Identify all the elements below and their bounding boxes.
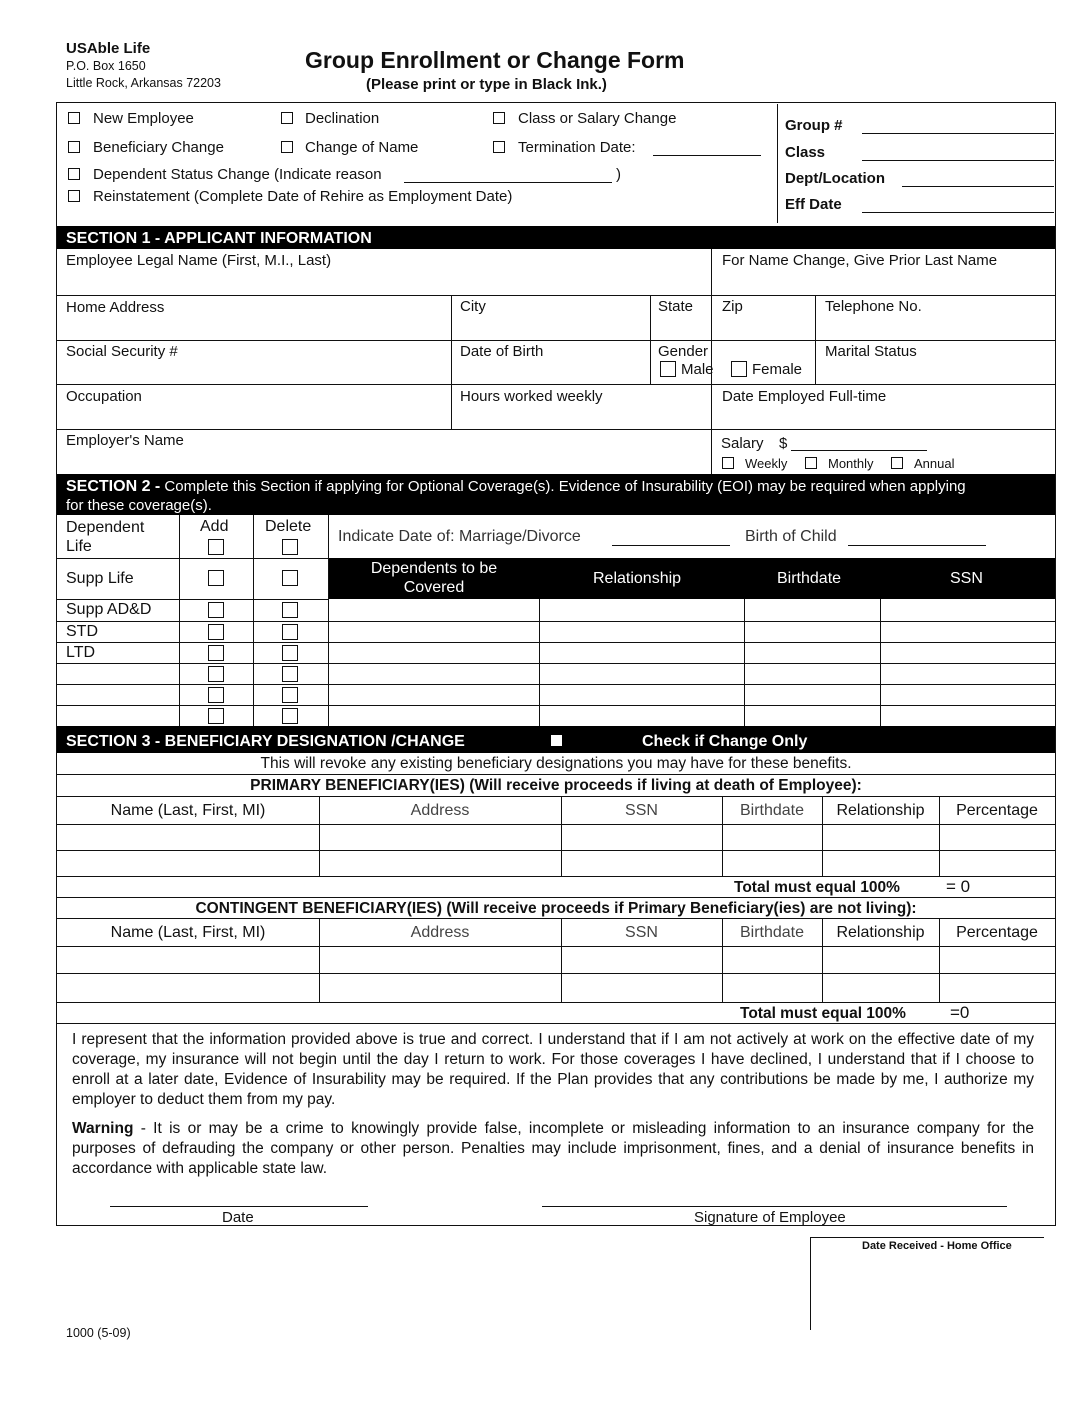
primary-name-column-header: Name (Last, First, MI) <box>110 802 266 819</box>
supp-add-label: Supp AD&D <box>66 601 152 618</box>
home-address-label: Home Address <box>66 299 165 316</box>
dependent-life-add-checkbox[interactable] <box>208 539 224 555</box>
contingent-ssn-column-header: SSN <box>625 924 658 941</box>
dept-location-label: Dept/Location <box>785 170 885 187</box>
date-employed-label: Date Employed Full-time <box>722 388 887 405</box>
group-number-label: Group # <box>785 117 843 134</box>
dependent-status-close-paren: ) <box>616 166 621 183</box>
change-of-name-checkbox[interactable] <box>281 141 293 153</box>
termination-checkbox[interactable] <box>493 141 505 153</box>
dependent-life-delete-checkbox[interactable] <box>282 539 298 555</box>
form-subtitle: (Please print or type in Black Ink.) <box>366 76 607 93</box>
section2-title: SECTION 2 - <box>66 478 161 495</box>
company-name: USAble Life <box>66 40 151 57</box>
section2-description-line2: for these coverage(s). <box>66 497 212 514</box>
std-add-checkbox[interactable] <box>208 624 224 640</box>
company-address-line2: Little Rock, Arkansas 72203 <box>66 76 221 90</box>
primary-ssn-column-header: SSN <box>625 802 658 819</box>
male-checkbox[interactable] <box>660 361 676 377</box>
beneficiary-change-checkbox[interactable] <box>68 141 80 153</box>
dependent-life-label-line2: Life <box>66 538 92 555</box>
state-label: State <box>658 298 694 315</box>
birthdate-column-header: Birthdate <box>777 570 842 587</box>
dept-location-field[interactable] <box>902 186 1054 187</box>
delete-column-header: Delete <box>265 518 312 535</box>
extra-row3-delete-checkbox[interactable] <box>282 708 298 724</box>
primary-total-label: Total must equal 100% <box>734 879 900 896</box>
dependent-status-reason-field[interactable] <box>404 182 612 183</box>
ssn-column-header: SSN <box>950 570 983 587</box>
weekly-checkbox[interactable] <box>722 457 734 469</box>
dependent-life-label-line1: Dependent <box>66 519 145 536</box>
occupation-label: Occupation <box>66 388 142 405</box>
date-signature-line[interactable] <box>110 1206 368 1207</box>
revoke-notice: This will revoke any existing beneficiary designations you may have for these benefits. <box>260 755 852 772</box>
marital-status-label: Marital Status <box>825 343 917 360</box>
ssn-label: Social Security # <box>66 343 178 360</box>
birth-of-child-label: Birth of Child <box>745 528 837 545</box>
annual-checkbox[interactable] <box>891 457 903 469</box>
contingent-birthdate-column-header: Birthdate <box>739 924 805 941</box>
class-salary-change-label: Class or Salary Change <box>518 110 677 127</box>
female-label: Female <box>752 361 803 378</box>
contingent-address-column-header: Address <box>410 924 470 941</box>
supp-add-delete-checkbox[interactable] <box>282 602 298 618</box>
dependents-covered-header-line1: Dependents to be <box>370 560 498 577</box>
contingent-name-column-header: Name (Last, First, MI) <box>110 924 266 941</box>
date-label: Date <box>222 1209 254 1226</box>
warning-label: Warning <box>72 1120 134 1137</box>
company-address-line1: P.O. Box 1650 <box>66 59 146 73</box>
supp-life-add-checkbox[interactable] <box>208 570 224 586</box>
primary-beneficiary-heading: PRIMARY BENEFICIARY(IES) (Will receive proceeds if living at death of Employee): <box>250 777 862 794</box>
termination-date-field[interactable] <box>653 155 761 156</box>
contingent-relationship-column-header: Relationship <box>836 924 925 941</box>
male-label: Male <box>681 361 714 378</box>
reinstatement-checkbox[interactable] <box>68 190 80 202</box>
new-employee-checkbox[interactable] <box>68 112 80 124</box>
change-only-checkbox[interactable] <box>551 735 562 746</box>
reinstatement-label: Reinstatement (Complete Date of Rehire as Employment Date) <box>93 188 513 205</box>
prior-last-name-label: For Name Change, Give Prior Last Name <box>722 252 998 269</box>
contingent-beneficiary-heading: CONTINGENT BENEFICIARY(IES) (Will receive proceeds if Primary Beneficiary(ies) are not living): <box>195 900 917 917</box>
contingent-percentage-column-header: Percentage <box>956 924 1038 941</box>
eff-date-field[interactable] <box>862 212 1054 213</box>
monthly-label: Monthly <box>828 456 874 471</box>
extra-row1-add-checkbox[interactable] <box>208 666 224 682</box>
salary-dollar-sign: $ <box>779 435 788 452</box>
group-number-field[interactable] <box>862 133 1054 134</box>
primary-percentage-column-header: Percentage <box>956 802 1038 819</box>
section1-title: SECTION 1 - APPLICANT INFORMATION <box>66 230 372 247</box>
class-salary-change-checkbox[interactable] <box>493 112 505 124</box>
termination-label: Termination Date: <box>518 139 636 156</box>
employee-signature-line[interactable] <box>542 1206 1007 1207</box>
date-received-label: Date Received - Home Office <box>862 1240 1012 1252</box>
eff-date-label: Eff Date <box>785 196 842 213</box>
extra-row2-delete-checkbox[interactable] <box>282 687 298 703</box>
contingent-total-label: Total must equal 100% <box>740 1005 906 1022</box>
primary-relationship-column-header: Relationship <box>836 802 925 819</box>
birth-of-child-date-field[interactable] <box>848 545 986 546</box>
gender-label: Gender <box>658 343 709 360</box>
supp-life-delete-checkbox[interactable] <box>282 570 298 586</box>
employer-name-label: Employer's Name <box>66 432 184 449</box>
ltd-delete-checkbox[interactable] <box>282 645 298 661</box>
dependent-status-change-checkbox[interactable] <box>68 168 80 180</box>
salary-field[interactable] <box>791 450 927 451</box>
dependents-covered-header-line2: Covered <box>403 579 465 596</box>
class-label: Class <box>785 144 826 161</box>
beneficiary-change-label: Beneficiary Change <box>93 139 224 156</box>
indicate-date-label: Indicate Date of: Marriage/Divorce <box>338 528 581 545</box>
change-of-name-label: Change of Name <box>305 139 419 156</box>
warning-text: - It is or may be a crime to knowingly provide false, incomplete or misleading information to an insurance company for the purposes of defrauding the company or other person. Penalties may include imprisonment, fines, and a denial of insurance benefits in accordance with applicable state law. <box>72 1120 1034 1177</box>
primary-total-value: = 0 <box>946 877 971 896</box>
ltd-label: LTD <box>66 644 96 661</box>
extra-row3-add-checkbox[interactable] <box>208 708 224 724</box>
section3-title: SECTION 3 - BENEFICIARY DESIGNATION /CHANGE <box>66 733 465 750</box>
salary-label: Salary <box>721 435 764 452</box>
section2-description: Complete this Section if applying for Optional Coverage(s). Evidence of Insurability (EOI) may be required when applying <box>164 478 966 495</box>
declination-label: Declination <box>305 110 380 127</box>
supp-add-add-checkbox[interactable] <box>208 602 224 618</box>
city-label: City <box>460 298 486 315</box>
primary-address-column-header: Address <box>410 802 470 819</box>
std-label: STD <box>66 623 98 640</box>
date-of-birth-label: Date of Birth <box>460 343 544 360</box>
weekly-label: Weekly <box>745 456 788 471</box>
section2-header <box>66 479 966 495</box>
contingent-total-value: =0 <box>950 1003 970 1022</box>
marriage-divorce-date-field[interactable] <box>612 545 730 546</box>
legal-name-label: Employee Legal Name (First, M.I., Last) <box>66 252 332 269</box>
monthly-checkbox[interactable] <box>805 457 817 469</box>
warning-statement <box>72 1119 1034 1179</box>
relationship-column-header: Relationship <box>593 570 682 587</box>
female-checkbox[interactable] <box>731 361 747 377</box>
hours-worked-label: Hours worked weekly <box>460 388 603 405</box>
form-number: 1000 (5-09) <box>66 1326 131 1340</box>
form-title: Group Enrollment or Change Form <box>305 47 685 73</box>
new-employee-label: New Employee <box>93 110 194 127</box>
telephone-label: Telephone No. <box>825 298 922 315</box>
dependent-status-change-label: Dependent Status Change (Indicate reason <box>93 166 382 183</box>
supp-life-label: Supp Life <box>66 570 134 587</box>
declination-checkbox[interactable] <box>281 112 293 124</box>
std-delete-checkbox[interactable] <box>282 624 298 640</box>
annual-label: Annual <box>914 456 955 471</box>
class-field[interactable] <box>862 160 1054 161</box>
extra-row1-delete-checkbox[interactable] <box>282 666 298 682</box>
add-column-header: Add <box>200 518 229 535</box>
representation-statement: I represent that the information provided above is true and correct. I understand that if I am not actively at work on the effective date of my coverage, my insurance will not begin until the day I return to work. For those coverages I have declined, I understand that if I choose to enroll at a later date, Evidence of Insurability may be required. If the Plan provides that any contributions be made by me, I authorize my employer to deduct them from my pay. <box>72 1031 1034 1108</box>
extra-row2-add-checkbox[interactable] <box>208 687 224 703</box>
zip-label: Zip <box>722 298 743 315</box>
ltd-add-checkbox[interactable] <box>208 645 224 661</box>
primary-birthdate-column-header: Birthdate <box>739 802 805 819</box>
check-change-only-label: Check if Change Only <box>642 733 808 750</box>
signature-label: Signature of Employee <box>694 1209 846 1226</box>
